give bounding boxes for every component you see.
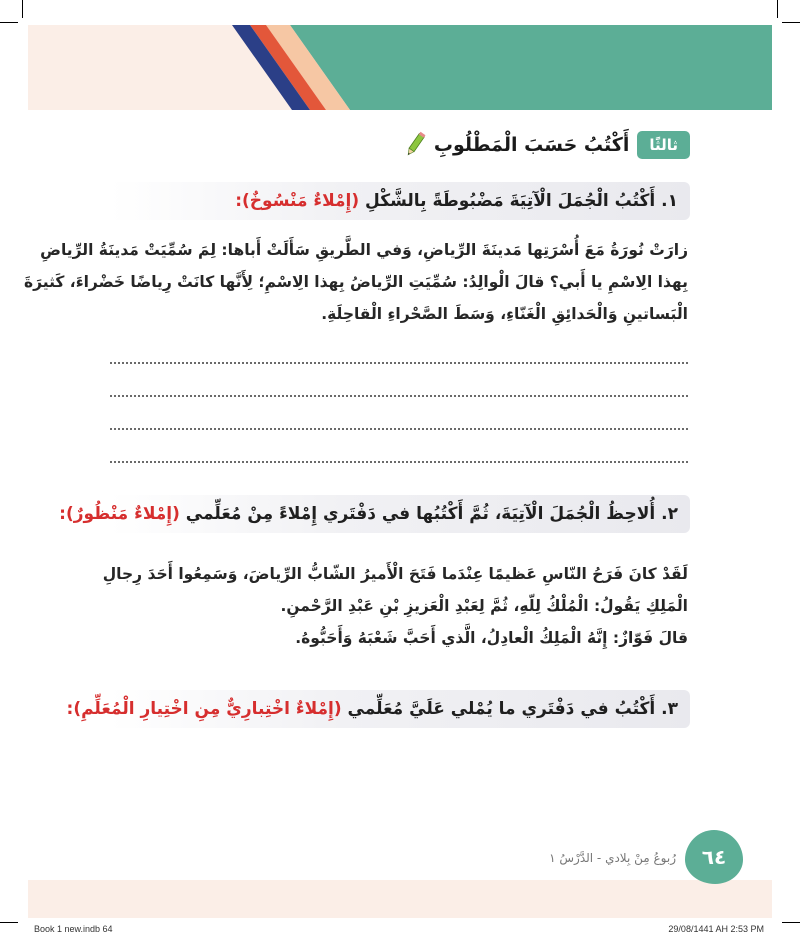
task-3-accent: (إِمْلاءٌ اخْتِبارِيٌّ مِنِ اخْتِيارِ الْمُعَلِّمِ):	[66, 699, 342, 719]
task-3-heading	[66, 690, 690, 728]
footer-band	[28, 880, 772, 918]
writing-line[interactable]	[110, 461, 688, 463]
task-2-heading	[59, 495, 690, 533]
passage-line: قالَ فَوّازٌ: إِنَّهُ الْمَلِكُ الْعادِلُ، الَّذي أَحَبَّ شَعْبَهُ وَأَحَبُّوهُ.	[295, 629, 688, 647]
task-1-passage	[23, 234, 688, 330]
section-tag: ثالثًا	[637, 131, 690, 159]
print-slug-date: 29/08/1441 AH 2:53 PM	[668, 924, 764, 934]
banner-stripes	[28, 25, 772, 110]
task-3-heading-text: ٣. أَكْتُبُ في دَفْتَري ما يُمْلي عَلَيَّ مُعَلِّمي	[347, 699, 678, 719]
task-2-passage	[102, 558, 688, 654]
crop-mark	[782, 22, 800, 23]
passage-line: الْمَلِكِ يَقُولُ: الْمُلْكُ لِلّهِ، ثُمَّ لِعَبْدِ الْعَزيزِ بْنِ عَبْدِ الرَّحْمنِ.	[280, 597, 688, 615]
crop-mark	[782, 922, 800, 923]
crop-mark	[777, 0, 778, 18]
task-2-accent: (إِمْلاءٌ مَنْظُورٌ):	[59, 504, 180, 524]
passage-line: بِهذا الِاسْمِ يا أَبي؟ قالَ الْوالِدُ: سُمِّيَتِ الرِّياضُ بِهذا الِاسْمِ؛ لِأَنَّها كانَتْ رِياضًا خَضْراءَ، كَثيرَةَ	[23, 273, 688, 291]
passage-line: لَقَدْ كانَ فَرَحُ النّاسِ عَظيمًا عِنْدَما فَتَحَ الْأَميرُ الشّابُّ الرِّياضَ، وَسَمِعُوا أَحَدَ رِجالِ	[102, 565, 688, 583]
writing-line[interactable]	[110, 428, 688, 430]
task-1-heading	[110, 182, 690, 220]
crop-mark	[0, 922, 18, 923]
header-banner	[28, 25, 772, 110]
crop-mark	[22, 0, 23, 18]
writing-line[interactable]	[110, 362, 688, 364]
section-title: أَكْتُبُ حَسَبَ الْمَطْلُوبِ	[433, 134, 630, 156]
pencil-icon	[404, 131, 426, 159]
passage-line: الْبَساتينِ وَالْحَدائِقِ الْغَنّاءِ، وَسَطَ الصَّحْراءِ الْقاحِلَةِ.	[321, 305, 688, 323]
footer-caption: رُبوعُ مِنْ بِلادي - الدَّرْسُ ١	[549, 851, 676, 865]
print-slug-file: Book 1 new.indb 64	[34, 924, 113, 934]
task-1-accent: (إِمْلاءٌ مَنْسُوخٌ):	[235, 191, 360, 211]
task-2-heading-text: ٢. أُلاحِظُ الْجُمَلَ الْآتِيَةَ، ثُمَّ أَكْتُبُها في دَفْتَري إِمْلاءً مِنْ مُعَلِّمي	[185, 504, 678, 524]
crop-mark	[0, 22, 18, 23]
section-header	[404, 128, 690, 162]
page-number: ٦٤	[685, 830, 743, 884]
task-1-heading-text: ١. أَكْتُبُ الْجُمَلَ الْآتِيَةَ مَضْبُوطَةً بِالشَّكْلِ	[365, 191, 678, 211]
passage-line: زارَتْ نُورَةُ مَعَ أُسْرَتِها مَدينَةَ الرِّياضِ، وَفي الطَّريقِ سَأَلَتْ أَباها: لِمَ سُمِّيَتْ مَدينَةُ الرِّياضِ	[40, 241, 688, 259]
writing-line[interactable]	[110, 395, 688, 397]
